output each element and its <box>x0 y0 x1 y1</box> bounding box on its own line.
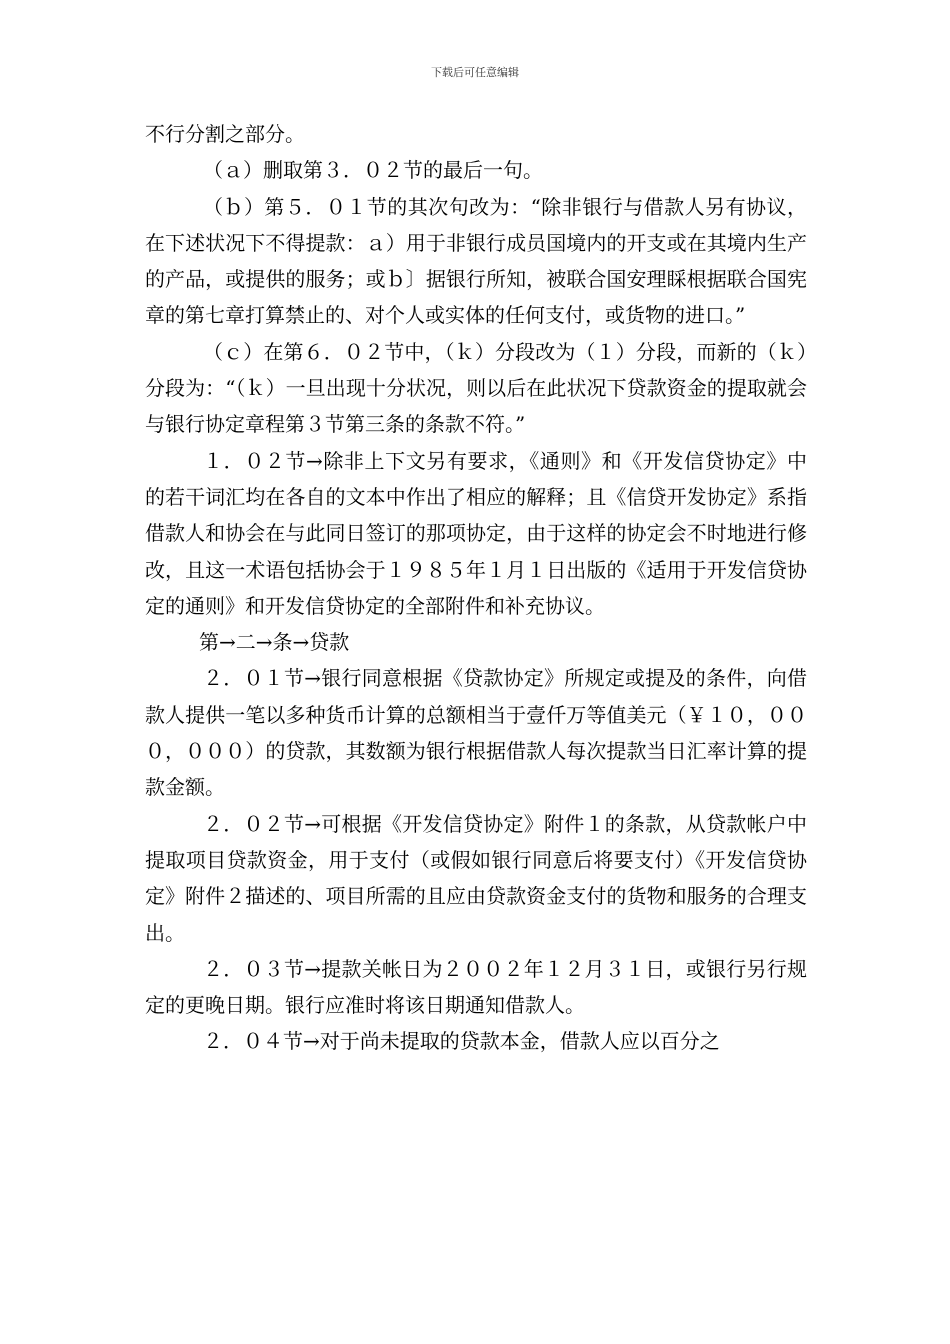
paragraph-clause-c: （ｃ）在第６．０２节中，（ｋ）分段改为（１）分段，而新的（ｋ）分段为：“（ｋ）一旦出现十分状况，则以后在此状况下贷款资金的提取就会与银行协定章程第３节第三条的条款不符。” <box>145 339 807 437</box>
paragraph-section-2-01: ２．０１节→银行同意根据《贷款协定》所规定或提及的条件，向借款人提供一笔以多种货币计算的总额相当于壹仟万等值美元（￥１０，０００，０００）的贷款，其数额为银行根据借款人每次提款当日汇率计算的提款金额。 <box>145 666 807 800</box>
paragraph-section-1-02: １．０２节→除非上下文另有要求，《通则》和《开发信贷协定》中的若干词汇均在各自的文本中作出了相应的解释；且《信贷开发协定》系指借款人和协会在与此同日签订的那项协定，由于这样的协定会不时地进行修改，且这一术语包括协会于１９８５年１月１日出版的《适用于开发信贷协定的通则》和开发信贷协定的全部附件和补充协议。 <box>145 448 807 618</box>
paragraph-section-2-02: ２．０２节→可根据《开发信贷协定》附件１的条款，从贷款帐户中提取项目贷款资金，用于支付（或假如银行同意后将要支付）《开发信贷协定》附件２描述的、项目所需的且应由贷款资金支付的货物和服务的合理支出。 <box>145 811 807 945</box>
paragraph-section-2-03: ２．０３节→提款关帐日为２００２年１２月３１日，或银行另行规定的更晚日期。银行应准时将该日期通知借款人。 <box>145 956 807 1018</box>
paragraph-clause-a: （ａ）删取第３．０２节的最后一句。 <box>203 158 543 183</box>
page-header-caption: 下载后可任意编辑 <box>431 66 519 79</box>
article-heading-loan: 第→二→条→贷款 <box>199 630 350 655</box>
paragraph-section-2-04: ２．０４节→对于尚未提取的贷款本金，借款人应以百分之 <box>203 1029 720 1054</box>
paragraph-clause-b: （ｂ）第５．０１节的其次句改为：“除非银行与借款人另有协议，在下述状况下不得提款：ａ）用于非银行成员国境内的开支或在其境内生产的产品，或提供的服务；或ｂ〕据银行所知，被联合国安理睬根据联合国宪章的第七章打算禁止的、对个人或实体的任何支付，或货物的进口。” <box>145 194 807 328</box>
paragraph-continuation: 不行分割之部分。 <box>145 122 305 146</box>
document-body <box>145 116 807 1060</box>
